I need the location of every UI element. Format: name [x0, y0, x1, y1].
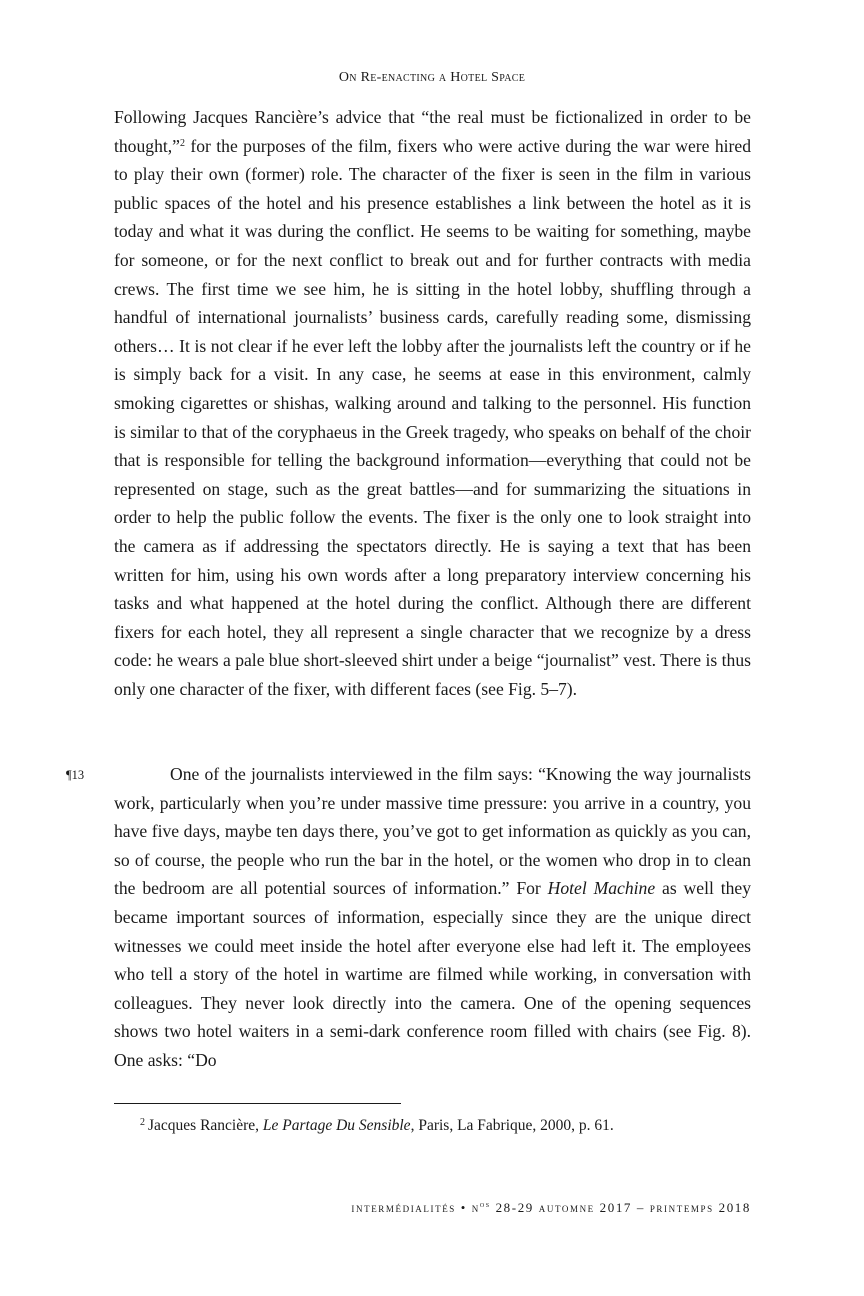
- paragraph-text: One of the journalists interviewed in the film says: “Knowing the way journalists work, particularly when you’re under massive time pressure: you arrive in a country, you have five days, maybe ten days there, you’ve got to get information as quickly as you can, so of course, the people who run the bar in the hotel, or the women who drop in to clean the bedroom are all potential sources of information.” For: [114, 764, 751, 899]
- journal-name: intermédialités • n: [351, 1200, 480, 1215]
- running-header: On Re-enacting a Hotel Space: [338, 70, 526, 85]
- footnote-divider: [114, 1103, 401, 1104]
- paragraph-number: ¶13: [66, 768, 85, 782]
- paragraph-fixer: [114, 103, 751, 703]
- footnote-author: Jacques Rancière,: [148, 1117, 263, 1134]
- footnote-publication: , Paris, La Fabrique, 2000, p. 61.: [410, 1117, 614, 1134]
- paragraph-text: for the purposes of the film, fixers who were active during the war were hired to play their own (former) role. The character of the fixer is seen in the film in various public spaces of the hotel and his presence establishes a link between the hotel as it is today and what it was during the conflict. He seems to be waiting for something, maybe for someone, or for the next conflict to break out and for further contracts with media crews. The first time we see him, he is sitting in the hotel lobby, shuffling through a handful of international journalists’ business cards, carefully reading some, dismissing others… It is not clear if he ever left the lobby after the journalists left the country or if he is simply back for a visit. In any case, he seems at ease in this environment, calmly smoking cigarettes or shishas, walking around and talking to the personnel. His function is similar to that of the coryphaeus in the Greek tragedy, who speaks on behalf of the choir that is responsible for telling the background information—everything that could not be represented on stage, such as the great battles—and for summarizing the situations in order to help the public follow the events. The fixer is the only one to look straight into the camera as if addressing the spectators directly. He is saying a text that has been written for him, using his own words after a long preparatory interview concerning his tasks and what happened at the hotel during the conflict. Although there are different fixers for each hotel, they all represent a single character that we recognize by a dress code: he wears a pale blue short-sleeved shirt under a beige “journalist” vest. There is thus only one character of the fixer, with different faces (see Fig. 5–7).: [114, 135, 751, 699]
- footnote-reference[interactable]: 2: [179, 137, 185, 149]
- footnote: [140, 1115, 760, 1137]
- film-title: Hotel Machine: [547, 878, 656, 899]
- paragraph-journalists: [114, 760, 751, 1075]
- footnote-book-title: Le Partage Du Sensible: [262, 1117, 411, 1134]
- paragraph-text: as well they became important sources of information, especially since they are the unique direct witnesses we could meet inside the hotel after everyone else had left it. The employees who tell a story of the hotel in wartime are filmed while working, in conversation with colleagues. They never look directly into the camera. One of the opening sequences shows two hotel waiters in a semi-dark conference room filled with chairs (see Fig. 8). One asks: “Do: [114, 878, 752, 1070]
- issue-details: 28-29 automne 2017 – printemps 2018: [490, 1200, 751, 1215]
- paragraph-text: Following Jacques Rancière’s advice that “the real must be fictionalized in order to be thought,”: [114, 107, 751, 156]
- running-footer: [351, 1200, 751, 1216]
- issue-superscript: os: [479, 1199, 491, 1209]
- footnote-number: 2: [140, 1117, 145, 1128]
